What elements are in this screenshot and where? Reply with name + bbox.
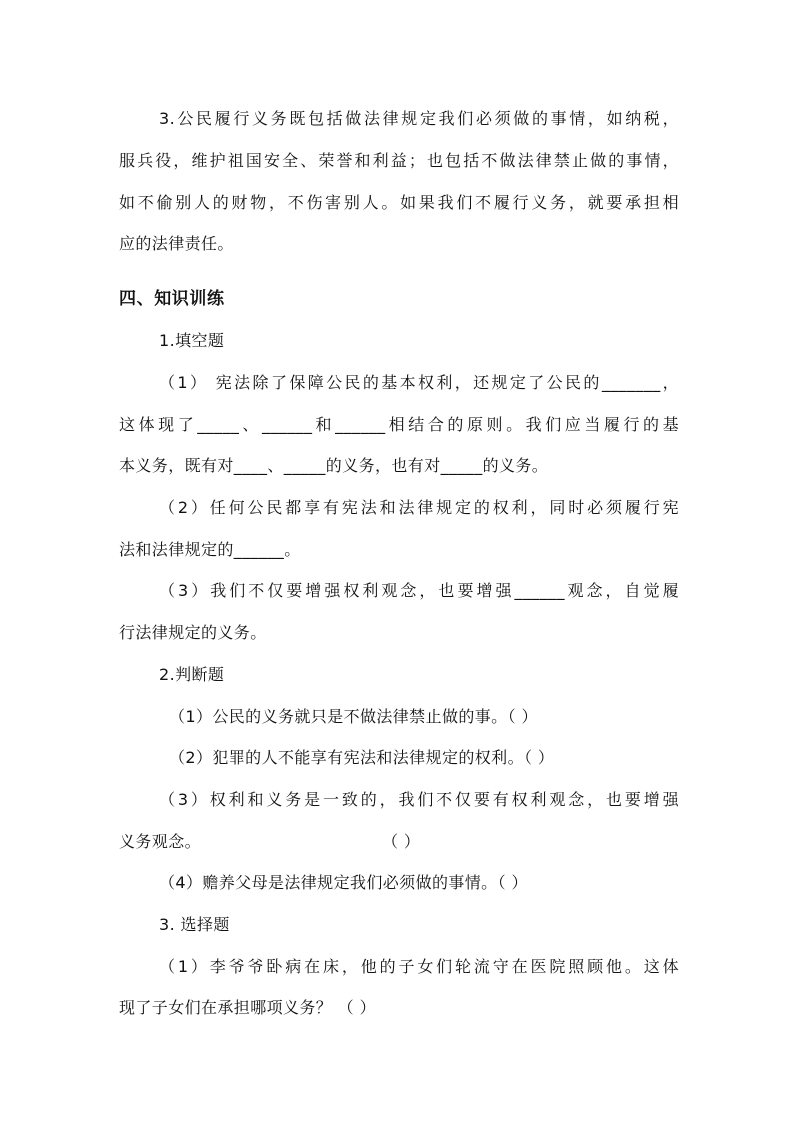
intro-line-3: 如不偷别人的财物，不伤害别人。如果我们不履行义务，就要承担相 <box>119 193 679 212</box>
section-heading: 四、知识训练 <box>119 289 225 309</box>
true-false-q3-paren: （ ） <box>382 832 421 851</box>
true-false-q1: （1）公民的义务就只是不做法律禁止做的事。（ ） <box>169 707 538 726</box>
fill-blank-q1-line-1: （1） 宪法除了保障公民的基本权利，还规定了公民的_______， <box>159 373 679 392</box>
choice-q1-line-1: （1）李爷爷卧病在床，他的子女们轮流守在医院照顾他。这体 <box>159 957 679 976</box>
fill-blank-q3-line-2: 行法律规定的义务。 <box>119 623 267 642</box>
fill-blank-q1-line-2: 这体现了_____、______和______相结合的原则。我们应当履行的基 <box>119 415 679 434</box>
fill-blank-q2-line-1: （2）任何公民都享有宪法和法律规定的权利，同时必须履行宪 <box>159 498 679 517</box>
intro-line-2: 服兵役，维护祖国安全、荣誉和利益；也包括不做法律禁止做的事情， <box>119 151 679 170</box>
choice-title: 3. 选择题 <box>159 915 230 934</box>
true-false-q3-line-1: （3）权利和义务是一致的，我们不仅要有权利观念，也要增强 <box>159 790 679 809</box>
true-false-q2: （2）犯罪的人不能享有宪法和法律规定的权利。（ ） <box>169 748 555 767</box>
choice-q1-line-2: 现了子女们在承担哪项义务？ （ ） <box>119 998 376 1017</box>
true-false-q4: （4）赡养父母是法律规定我们必须做的事情。（ ） <box>159 873 528 892</box>
true-false-q3-line-2: 义务观念。 <box>119 832 202 851</box>
intro-line-4: 应的法律责任。 <box>119 234 234 253</box>
fill-blank-q2-line-2: 法和法律规定的______。 <box>119 540 301 559</box>
fill-blank-title: 1.填空题 <box>159 331 225 350</box>
intro-line-1: 3.公民履行义务既包括做法律规定我们必须做的事情，如纳税， <box>159 109 679 128</box>
fill-blank-q3-line-1: （3）我们不仅要增强权利观念，也要增强______观念，自觉履 <box>159 581 679 600</box>
true-false-title: 2.判断题 <box>159 665 225 684</box>
fill-blank-q1-line-3: 本义务，既有对____、_____的义务，也有对_____的义务。 <box>119 456 549 475</box>
